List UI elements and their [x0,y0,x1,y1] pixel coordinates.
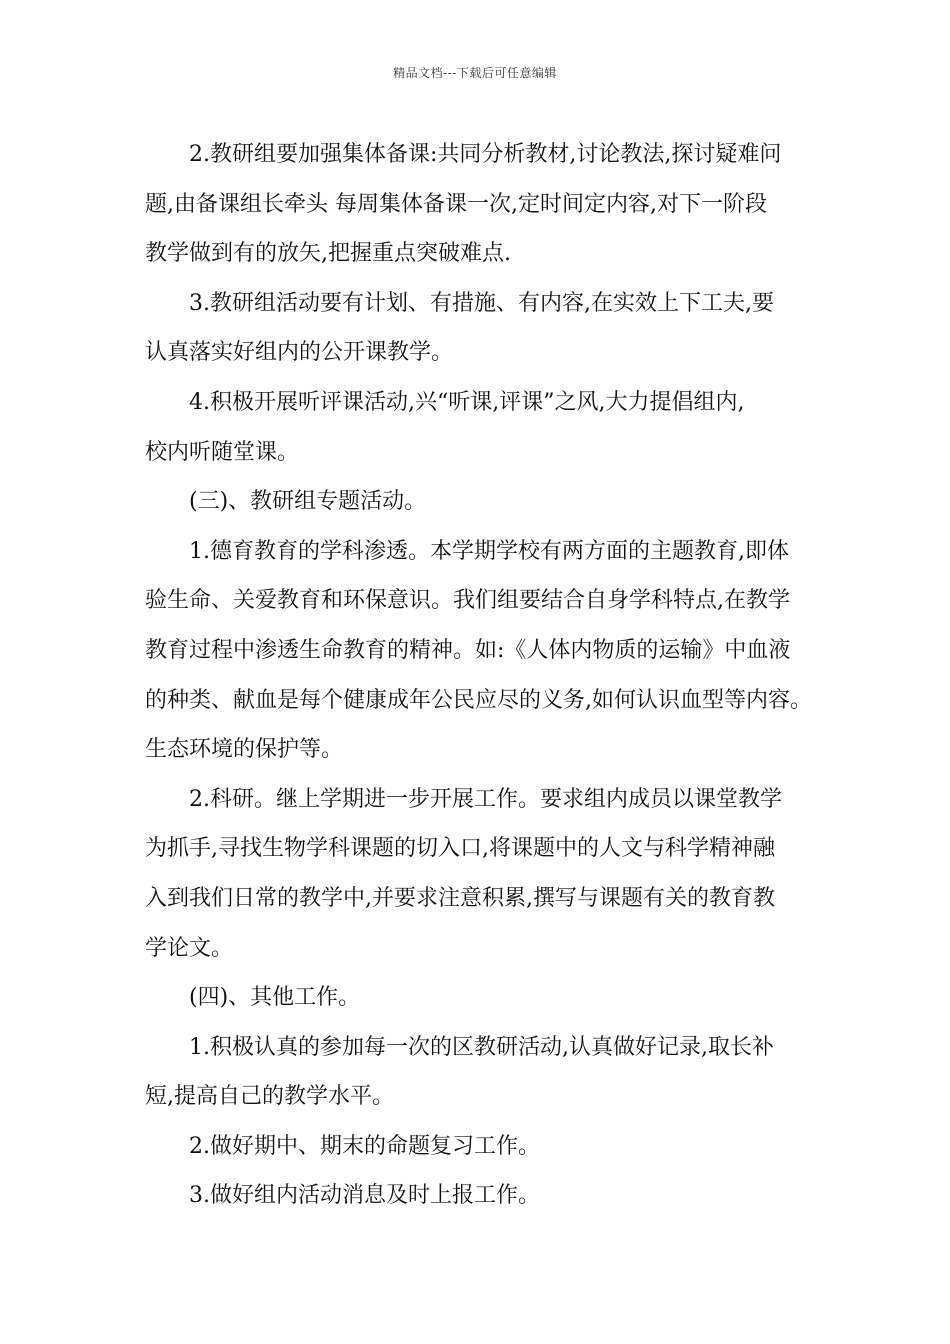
text-line: 3.做好组内活动消息及时上报工作。 [189,1183,540,1209]
text-line: 的种类、献血是每个健康成年公民应尽的义务,如何认识血型等内容。 [145,687,812,713]
text-line: 认真落实好组内的公开课教学。 [145,340,454,366]
text-line: 1.德育教育的学科渗透。本学期学校有两方面的主题教育,即体 [189,538,789,564]
text-line: 教学做到有的放矢,把握重点突破难点. [145,241,511,267]
text-line: 学论文。 [145,935,234,961]
document-body [145,130,825,1221]
text-line: 2.科研。继上学期进一步开展工作。要求组内成员以课堂教学 [189,786,782,812]
text-line: 入到我们日常的教学中,并要求注意积累,撰写与课题有关的教育教 [145,885,775,911]
text-line: 为抓手,寻找生物学科课题的切入口,将课题中的人文与科学精神融 [145,836,775,862]
text-line: 短,提高自己的教学水平。 [145,1084,394,1110]
section-heading: (四)、其他工作。 [189,985,361,1011]
text-line: 验生命、关爱教育和环保意识。我们组要结合自身学科特点,在教学 [145,588,790,614]
page-header: 精品文档---下载后可任意编辑 [393,66,557,80]
text-line: 2.做好期中、期末的命题复习工作。 [189,1133,540,1159]
text-line: 教育过程中渗透生命教育的精神。如:《人体内物质的运输》中血液 [145,637,791,663]
text-line: 2.教研组要加强集体备课:共同分析教材,讨论教法,探讨疑难问 [189,142,782,167]
text-line: 校内听随堂课。 [145,439,300,465]
section-heading: (三)、教研组专题活动。 [189,489,427,515]
text-line: 3.教研组活动要有计划、有措施、有内容,在实效上下工夫,要 [189,290,774,316]
text-line: 生态环境的保护等。 [145,737,344,763]
text-line: 题,由备课组长牵头 每周集体备课一次,定时间定内容,对下一阶段 [145,191,767,217]
text-line: 1.积极认真的参加每一次的区教研活动,认真做好记录,取长补 [189,1034,774,1060]
text-line: 4.积极开展听评课活动,兴“听课,评课”之风,大力提倡组内, [189,389,745,415]
